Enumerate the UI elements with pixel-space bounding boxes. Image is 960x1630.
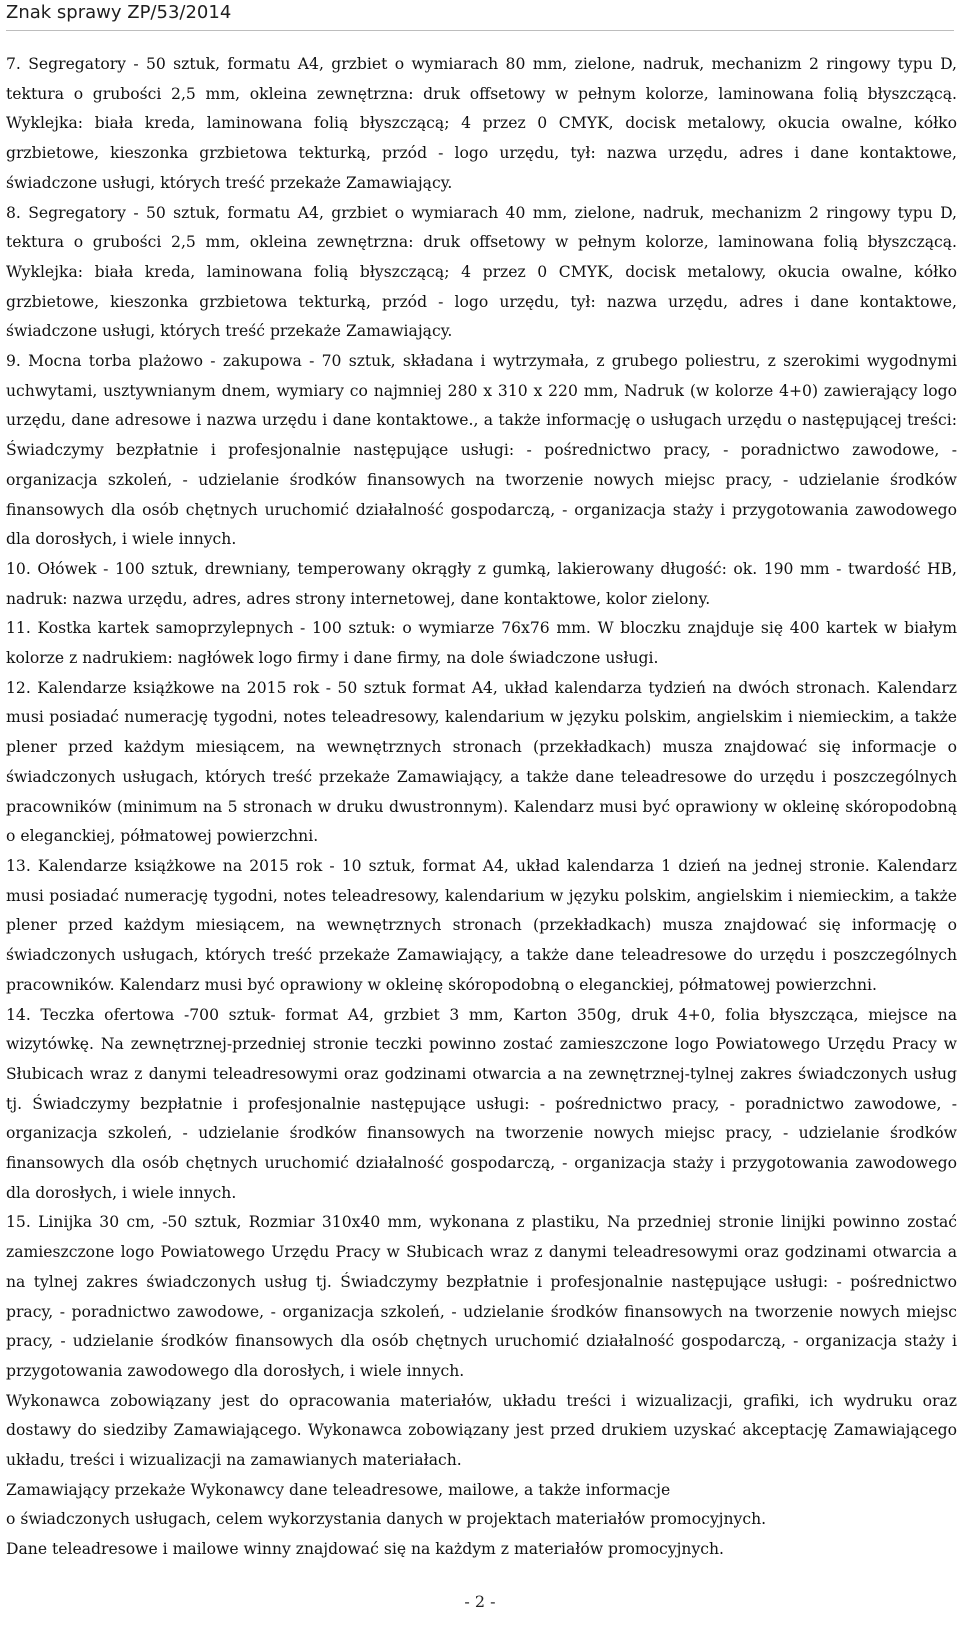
document-header: Znak sprawy ZP/53/2014 — [6, 0, 954, 31]
item-13-paragraph: 13. Kalendarze książkowe na 2015 rok - 10 sztuk, format A4, układ kalendarza 1 dzień na jednej stronie. Kalendarz musi posiadać numerację tygodni, notes teleadresowy, kalendarium w języku polskim, angielskim i niemieckim, a także plener przed każdym miesiącem, na wewnętrznych stronach (przekładkach) musza znajdować się informację o świadczonych usługach, których treść przekaże Zamawiający, a także dane teleadresowe do urzędu i poszczególnych pracowników. Kalendarz musi być oprawiony w okleinę skóropodobną o eleganckiej, półmatowej powierzchni. — [6, 856, 957, 994]
item-8-paragraph: 8. Segregatory - 50 sztuk, formatu A4, grzbiet o wymiarach 40 mm, zielone, nadruk, mechanizm 2 ringowy typu D, tektura o grubości 2,5 mm, okleina zewnętrzna: druk offsetowy w pełnym kolorze, laminowana folią błyszczącą. Wyklejka: biała kreda, laminowana folią błyszczącą; 4 przez 0 CMYK, docisk metalowy, okucia owalne, kółko grzbietowe, kieszonka grzbietowa tekturką, przód - logo urzędu, tył: nazwa urzędu, adres i dane kontaktowe, świadczone usługi, których treść przekaże Zamawiający. — [6, 203, 957, 341]
contractor-obligations-paragraph: Wykonawca zobowiązany jest do opracowania materiałów, układu treści i wizualizacji, grafiki, ich wydruku oraz dostawy do siedziby Zamawiającego. Wykonawca zobowiązany jest przed drukiem uzyskać akceptację Zamawiającego układu, treści i wizualizacji na zamawianych materiałach. — [6, 1391, 957, 1470]
services-info-paragraph: o świadczonych usługach, celem wykorzystania danych w projektach materiałów promocyjnych. — [6, 1510, 767, 1529]
item-10-paragraph: 10. Ołówek - 100 sztuk, drewniany, temperowany okrągły z gumką, lakierowany długość: ok. 190 mm - twardość HB, nadruk: nazwa urzędu, adres, adres strony internetowej, dane kontaktowe, kolor zielony. — [6, 559, 957, 608]
client-provides-data-paragraph: Zamawiający przekaże Wykonawcy dane teleadresowe, mailowe, a także informacje — [6, 1480, 671, 1499]
item-15-paragraph: 15. Linijka 30 cm, -50 sztuk, Rozmiar 310x40 mm, wykonana z plastiku, Na przedniej stronie linijki powinno zostać zamieszczone logo Powiatowego Urzędu Pracy w Słubicach wraz z danymi teleadresowymi oraz godzinami otwarcia a na tylnej zakres świadczonych usług tj. Świadczymy bezpłatnie i profesjonalnie następujące usługi: - pośrednictwo pracy, - poradnictwo zawodowe, - organizacja szkoleń, - udzielanie środków finansowych na tworzenie nowych miejsc pracy, - udzielanie środków finansowych dla osób chętnych uruchomić działalność gospodarczą, - organizacja staży i przygotowania zawodowego dla dorosłych, i wiele innych. — [6, 1213, 957, 1380]
item-7-paragraph: 7. Segregatory - 50 sztuk, formatu A4, grzbiet o wymiarach 80 mm, zielone, nadruk, mechanizm 2 ringowy typu D, tektura o grubości 2,5 mm, okleina zewnętrzna: druk offsetowy w pełnym kolorze, laminowana folią błyszczącą. Wyklejka: biała kreda, laminowana folią błyszczącą; 4 przez 0 CMYK, docisk metalowy, okucia owalne, kółko grzbietowe, kieszonka grzbietowa tekturką, przód - logo urzędu, tył: nazwa urzędu, adres i dane kontaktowe, świadczone usługi, których treść przekaże Zamawiający. — [6, 55, 957, 192]
item-9-paragraph: 9. Mocna torba plażowo - zakupowa - 70 sztuk, składana i wytrzymała, z grubego poliestru, z szerokimi wygodnymi uchwytami, usztywnianym dnem, wymiary co najmniej 280 x 310 x 220 mm, Nadruk (w kolorze 4+0) zawierający logo urzędu, dane adresowe i nazwa urzędu i dane kontaktowe., a także informację o usługach urzędu o następującej treści: Świadczymy bezpłatnie i profesjonalnie następujące usługi: - pośrednictwo pracy, - poradnictwo zawodowe, - organizacja szkoleń, - udzielanie środków finansowych na tworzenie nowych miejsc pracy, - udzielanie środków finansowych dla osób chętnych uruchomić działalność gospodarczą, - organizacja staży i przygotowania zawodowego dla dorosłych, i wiele innych. — [6, 352, 957, 549]
page-number: - 2 - — [464, 1592, 496, 1611]
document-body — [6, 50, 957, 1565]
contact-data-requirement-paragraph: Dane teleadresowe i mailowe winny znajdować się na każdym z materiałów promocyjnych. — [6, 1540, 724, 1559]
item-14-paragraph: 14. Teczka ofertowa -700 sztuk- format A4, grzbiet 3 mm, Karton 350g, druk 4+0, folia błyszcząca, miejsce na wizytówkę. Na zewnętrznej-przedniej stronie teczki powinno zostać zamieszczone logo Powiatowego Urzędu Pracy w Słubicach wraz z danymi teleadresowymi oraz godzinami otwarcia a na zewnętrznej-tylnej zakres świadczonych usług tj. Świadczymy bezpłatnie i profesjonalnie następujące usługi: - pośrednictwo pracy, - poradnictwo zawodowe, - organizacja szkoleń, - udzielanie środków finansowych na tworzenie nowych miejsc pracy, - udzielanie środków finansowych dla osób chętnych uruchomić działalność gospodarczą, - organizacja staży i przygotowania zawodowego dla dorosłych, i wiele innych. — [6, 1005, 957, 1202]
item-11-paragraph: 11. Kostka kartek samoprzylepnych - 100 sztuk: o wymiarze 76x76 mm. W bloczku znajduje się 400 kartek w białym kolorze z nadrukiem: nagłówek logo firmy i dane firmy, na dole świadczone usługi. — [6, 619, 957, 668]
item-12-paragraph: 12. Kalendarze książkowe na 2015 rok - 50 sztuk format A4, układ kalendarza tydzień na dwóch stronach. Kalendarz musi posiadać numerację tygodni, notes teleadresowy, kalendarium w języku polskim, angielskim i niemieckim, a także plener przed każdym miesiącem, na wewnętrznych stronach (przekładkach) musza znajdować się informacje o świadczonych usługach, których treść przekaże Zamawiający, a także dane teleadresowe do urzędu i poszczególnych pracowników (minimum na 5 stronach w druku dwustronnym). Kalendarz musi być oprawiony w okleinę skóropodobną o eleganckiej, półmatowej powierzchni. — [6, 678, 957, 846]
